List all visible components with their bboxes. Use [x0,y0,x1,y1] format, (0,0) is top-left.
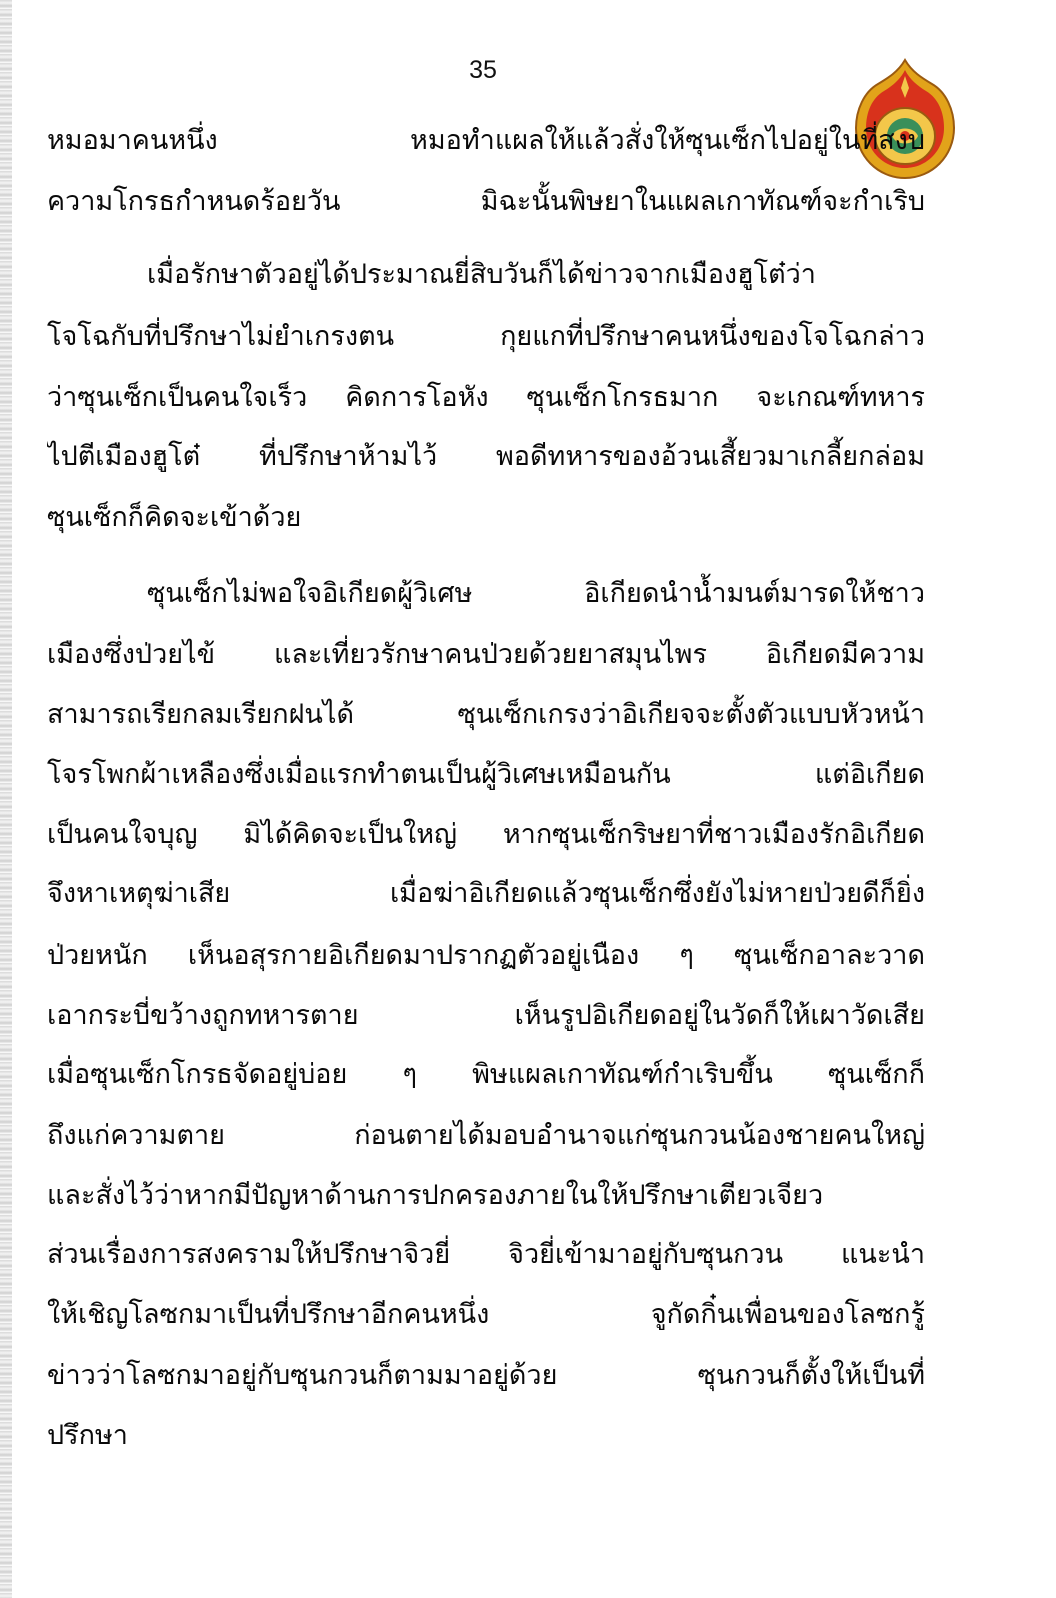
text-line: ซุนเซ็กไม่พอใจอิเกียดผู้วิเศษ อิเกียดนำน้ำมนต์มารดให้ชาว [147,578,925,609]
text-line: ถึงแก่ความตาย ก่อนตายได้มอบอำนาจแก่ซุนกวนน้องชายคนใหญ่ [47,1120,925,1151]
text-line: เอากระบี่ขว้างถูกทหารตาย เห็นรูปอิเกียดอยู่ในวัดก็ให้เผาวัดเสีย [47,1000,925,1031]
text-line: ป่วยหนัก เห็นอสุรกายอิเกียดมาปรากฏตัวอยู่เนือง ๆ ซุนเซ็กอาละวาด [47,940,925,971]
text-line: เมื่อรักษาตัวอยู่ได้ประมาณยี่สิบวันก็ได้ข่าวจากเมืองฮูโต๋ว่า [147,259,816,290]
text-line: จึงหาเหตุฆ่าเสีย เมื่อฆ่าอิเกียดแล้วซุนเซ็กซึ่งยังไม่หายป่วยดีก็ยิ่ง [47,878,925,909]
text-line: ข่าวว่าโลซกมาอยู่กับซุนกวนก็ตามมาอยู่ด้วย ซุนกวนก็ตั้งให้เป็นที่ [47,1360,925,1391]
text-line: เมื่อซุนเซ็กโกรธจัดอยู่บ่อย ๆ พิษแผลเกาทัณฑ์กำเริบขึ้น ซุนเซ็กก็ [47,1059,925,1090]
text-line: และสั่งไว้ว่าหากมีปัญหาด้านการปกครองภายในให้ปรึกษาเตียวเจียว [47,1180,824,1211]
text-line: หมอมาคนหนึ่ง หมอทำแผลให้แล้วสั่งให้ซุนเซ็กไปอยู่ในที่สงบ [47,125,925,156]
text-line: สามารถเรียกลมเรียกฝนได้ ซุนเซ็กเกรงว่าอิเกียจจะตั้งตัวแบบหัวหน้า [47,699,925,730]
text-line: โจรโพกผ้าเหลืองซึ่งเมื่อแรกทำตนเป็นผู้วิเศษเหมือนกัน แต่อิเกียด [47,759,925,790]
text-line: ไปตีเมืองฮูโต๋ ที่ปรึกษาห้ามไว้ พอดีทหารของอ้วนเสี้ยวมาเกลี้ยกล่อม [47,441,925,472]
text-line: โจโฉกับที่ปรึกษาไม่ยำเกรงตน กุยแกที่ปรึกษาคนหนึ่งของโจโฉกล่าว [47,321,925,352]
text-line: ส่วนเรื่องการสงครามให้ปรึกษาจิวยี่ จิวยี่เข้ามาอยู่กับซุนกวน แนะนำ [47,1239,925,1270]
page-number: 35 [469,56,497,84]
text-line: ให้เชิญโลซกมาเป็นที่ปรึกษาอีกคนหนึ่ง จูกัดกิ๋นเพื่อนของโลซกรู้ [47,1299,925,1330]
text-line: เป็นคนใจบุญ มิได้คิดจะเป็นใหญ่ หากซุนเซ็กริษยาที่ชาวเมืองรักอิเกียด [47,819,925,850]
text-line: เมืองซึ่งป่วยไข้ และเที่ยวรักษาคนป่วยด้วยยาสมุนไพร อิเกียดมีความ [47,639,925,670]
text-line: ว่าซุนเซ็กเป็นคนใจเร็ว คิดการโอหัง ซุนเซ็กโกรธมาก จะเกณฑ์ทหาร [47,382,925,413]
scan-binding-edge [0,0,12,1598]
text-line: ปรึกษา [47,1420,128,1451]
text-line: ความโกรธกำหนดร้อยวัน มิฉะนั้นพิษยาในแผลเกาทัณฑ์จะกำเริบ [47,186,925,217]
text-line: ซุนเซ็กก็คิดจะเข้าด้วย [47,502,302,533]
